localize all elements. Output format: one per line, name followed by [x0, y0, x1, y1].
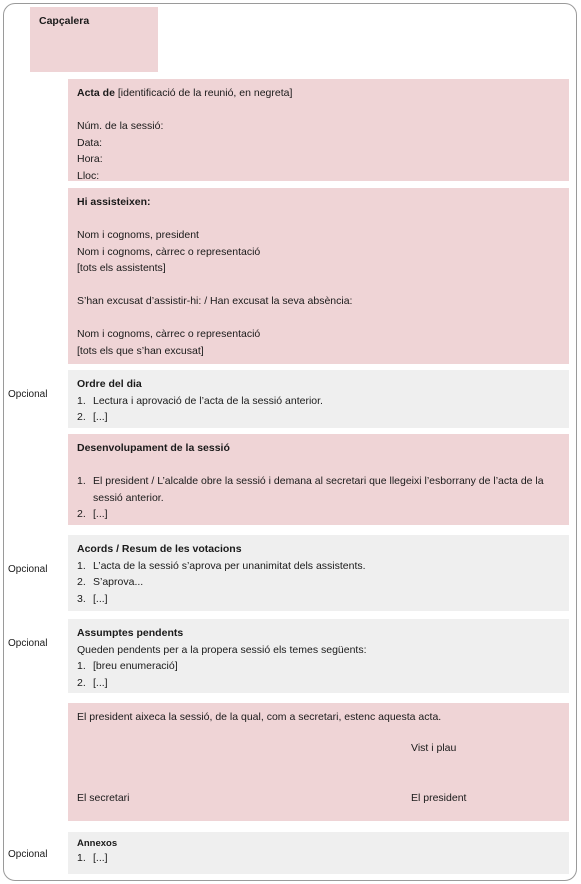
header-placeholder: [30, 7, 158, 72]
approval-label: Vist i plau: [411, 742, 457, 754]
list-item: 2. [...]: [77, 508, 108, 520]
agreements-block: [68, 535, 569, 611]
attendee-line: [tots els assistents]: [77, 262, 166, 274]
closing-text: El president aixeca la sessió, de la qual, com a secretari, estenc aquesta acta.: [77, 711, 442, 723]
pending-block: [68, 619, 569, 693]
attendee-line: Nom i cognoms, president: [77, 229, 199, 241]
annexes-block: [68, 832, 569, 874]
pending-intro: Queden pendents per a la propera sessió els temes següents:: [77, 643, 367, 656]
time-field: Hora:: [77, 153, 103, 165]
list-item: 1. El president / L’alcalde obre la sessió i demana al secretari que llegeixi l’esborrany de l’acta de la sessió anterior.: [77, 475, 544, 504]
list-item: 3. [...]: [77, 592, 108, 605]
secretary-signature-label: El secretari: [77, 792, 130, 804]
agenda-title: Ordre del dia: [77, 378, 142, 390]
agenda-block: [68, 370, 569, 428]
list-item: 1. L’acta de la sessió s’aprova per unanimitat dels assistents.: [77, 559, 366, 572]
excused-line: Nom i cognoms, càrrec o representació: [77, 328, 261, 340]
development-title: Desenvolupament de la sessió: [77, 442, 230, 454]
date-field: Data:: [77, 136, 103, 149]
attendees-title: Hi assisteixen:: [77, 196, 151, 208]
development-block: [68, 434, 569, 525]
list-item: 1. [breu enumeració]: [77, 660, 178, 672]
president-signature-label: El president: [411, 792, 467, 804]
list-item: 2. S’aprova...: [77, 576, 144, 588]
attendees-block: [68, 188, 569, 364]
closing-block: [68, 703, 569, 821]
excused-label: S’han excusat d’assistir-hi: / Han excusat la seva absència:: [77, 295, 353, 307]
agreements-title: Acords / Resum de les votacions: [77, 543, 242, 555]
list-item: 2. [...]: [77, 676, 108, 689]
optional-label-annexes: Opcional: [8, 849, 48, 860]
attendee-line: Nom i cognoms, càrrec o representació: [77, 245, 261, 258]
list-item: 1. Lectura i aprovació de l’acta de la sessió anterior.: [77, 394, 323, 407]
optional-label-agenda: Opcional: [8, 389, 48, 400]
place-field: Lloc:: [77, 169, 100, 182]
list-item: 2. [...]: [77, 411, 108, 423]
annexes-title: Annexos: [77, 838, 118, 849]
excused-line: [tots els que s’han excusat]: [77, 344, 204, 357]
pending-title: Assumptes pendents: [77, 627, 184, 639]
minutes-identification-block: [68, 79, 569, 181]
optional-label-pending: Opcional: [8, 638, 48, 649]
minutes-title: Acta de [identificació de la reunió, en negreta]: [77, 87, 293, 99]
optional-label-agreements: Opcional: [8, 564, 48, 575]
header-label: Capçalera: [39, 15, 90, 27]
session-number-field: Núm. de la sessió:: [77, 120, 164, 132]
list-item: 1. [...]: [77, 852, 108, 864]
